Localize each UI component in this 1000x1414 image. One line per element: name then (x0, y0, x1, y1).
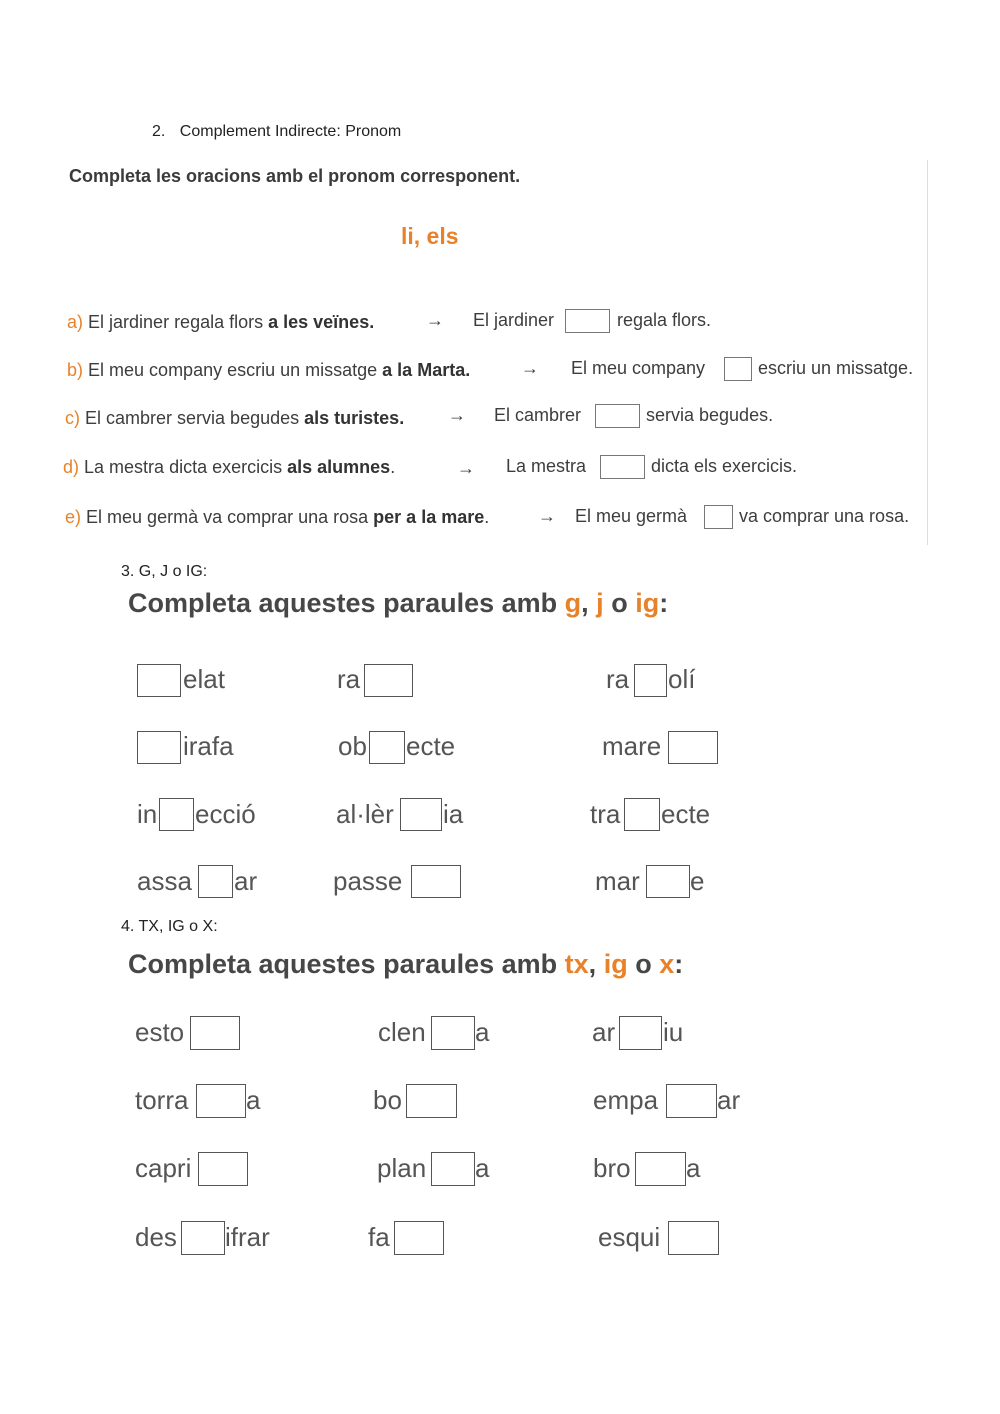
letter-input-field[interactable] (620, 1017, 661, 1049)
section2-heading-text: Complement Indirecte: Pronom (179, 123, 402, 140)
word-part: a (686, 1153, 701, 1183)
letter-input-field[interactable] (182, 1222, 224, 1254)
letter-input[interactable] (634, 664, 667, 697)
word-part: passe (333, 866, 403, 896)
sentence-text: El jardiner regala flors (88, 312, 264, 332)
answer-after: escriu un missatge. (758, 358, 914, 378)
pronoun-input-e[interactable] (704, 505, 733, 529)
sentence-letter: a) (67, 312, 84, 332)
letter-input[interactable] (198, 1152, 248, 1186)
letter-input-field[interactable] (647, 866, 689, 897)
letter-input-field[interactable] (401, 799, 441, 830)
title-suffix: : (659, 588, 669, 618)
word-part: capri (135, 1153, 192, 1183)
word-part: ar (717, 1085, 741, 1115)
word-part: a (246, 1085, 261, 1115)
word-part: plan (377, 1153, 427, 1183)
answer-before: El jardiner (473, 310, 555, 330)
word-part: a (475, 1017, 490, 1047)
word-part: e (690, 866, 705, 896)
word-part: olí (668, 664, 696, 694)
option-tx: tx (564, 949, 589, 979)
letter-input-field[interactable] (412, 866, 460, 897)
letter-input-field[interactable] (625, 799, 659, 830)
word-part: ifrar (225, 1222, 270, 1252)
option-j: j (596, 588, 604, 618)
sentence-bold: als turistes (304, 408, 400, 428)
word-part: elat (183, 664, 225, 694)
word-part: mare (602, 731, 662, 761)
word-part: ecte (661, 799, 711, 829)
section3-heading: 3. G, J o IG: (121, 563, 208, 580)
word-part: empa (593, 1085, 659, 1115)
section2-heading (152, 123, 401, 141)
arrow-icon: → (538, 506, 556, 526)
letter-input[interactable] (137, 731, 181, 764)
letter-input[interactable] (369, 731, 405, 764)
letter-input-field[interactable] (636, 1153, 685, 1185)
section2-heading-number: 2. (152, 123, 166, 140)
letter-input[interactable] (406, 1084, 457, 1118)
pronoun-input-field[interactable] (705, 506, 732, 528)
sentence-e (65, 507, 489, 528)
title-sep: o (627, 949, 660, 979)
letter-input[interactable] (646, 865, 690, 898)
pronoun-options: li, els (401, 223, 459, 249)
word-part: esqui (598, 1222, 661, 1252)
word-part: ra (337, 664, 361, 694)
word-part: ra (606, 664, 630, 694)
letter-input-field[interactable] (667, 1085, 716, 1117)
sentence-end: . (484, 507, 490, 527)
word-part: ecte (406, 731, 456, 761)
word-part: des (135, 1222, 177, 1252)
letter-input-field[interactable] (432, 1153, 474, 1185)
letter-input[interactable] (411, 865, 461, 898)
sentence-text: El meu company escriu un missatge (88, 360, 378, 380)
word-part: bo (373, 1085, 402, 1115)
section4-heading: 4. TX, IG o X: (121, 918, 218, 935)
sentence-end: . (369, 312, 375, 332)
word-part: ar (592, 1017, 616, 1047)
letter-input-field[interactable] (669, 732, 717, 763)
title-suffix: : (674, 949, 684, 979)
word-part: esto (135, 1017, 185, 1047)
letter-input-field[interactable] (395, 1222, 443, 1254)
title-sep: o (603, 588, 636, 618)
answer-after: servia begudes. (646, 405, 774, 425)
word-part: bro (593, 1153, 631, 1183)
sentence-bold: a la Marta (382, 360, 466, 380)
sentence-text: El cambrer servia begudes (85, 408, 300, 428)
letter-input[interactable] (668, 1221, 719, 1255)
letter-input-field[interactable] (199, 866, 232, 897)
pronoun-input-field[interactable] (725, 358, 751, 380)
pronoun-input-c[interactable] (595, 404, 640, 428)
letter-input[interactable] (635, 1152, 686, 1186)
letter-input-field[interactable] (635, 665, 666, 696)
option-g: g (564, 588, 582, 618)
word-part: ia (443, 799, 464, 829)
sentence-text: La mestra dicta exercicis (84, 457, 283, 477)
pronoun-input-field[interactable] (596, 405, 639, 427)
sentence-letter: d) (63, 457, 80, 477)
letter-input-field[interactable] (199, 1153, 247, 1185)
letter-input[interactable] (666, 1084, 717, 1118)
word-part: mar (595, 866, 640, 896)
answer-after: dicta els exercicis. (651, 456, 798, 476)
letter-input-field[interactable] (669, 1222, 718, 1254)
letter-input[interactable] (198, 865, 233, 898)
pronoun-input-a[interactable] (565, 309, 610, 333)
letter-input-field[interactable] (191, 1017, 239, 1049)
word-part: irafa (183, 731, 234, 761)
letter-input-field[interactable] (432, 1017, 474, 1049)
word-part: ar (234, 866, 258, 896)
sentence-letter: b) (67, 360, 84, 380)
letter-input-field[interactable] (138, 665, 180, 696)
title-text: Completa aquestes paraules amb (128, 949, 565, 979)
word-part: fa (368, 1222, 390, 1252)
option-ig: ig (635, 588, 660, 618)
letter-input[interactable] (619, 1016, 662, 1050)
letter-input-field[interactable] (365, 665, 412, 696)
word-part: iu (663, 1017, 684, 1047)
letter-input-field[interactable] (138, 732, 180, 763)
letter-input[interactable] (196, 1084, 246, 1118)
arrow-icon: → (426, 310, 444, 330)
option-ig: ig (603, 949, 628, 979)
pronoun-input-field[interactable] (601, 456, 644, 478)
answer-before: El meu company (571, 358, 706, 378)
letter-input[interactable] (624, 798, 660, 831)
letter-input-field[interactable] (160, 799, 193, 830)
letter-input[interactable] (190, 1016, 240, 1050)
sentence-bold: per a la mare (373, 507, 485, 527)
word-part: ecció (195, 799, 256, 829)
title-text: Completa aquestes paraules amb (128, 588, 565, 618)
sentence-bold: als alumnes (287, 457, 391, 477)
letter-input[interactable] (400, 798, 442, 831)
arrow-icon: → (521, 358, 539, 378)
word-part: tra (590, 799, 621, 829)
title-sep: , (581, 588, 597, 618)
arrow-icon: → (448, 405, 466, 425)
answer-after: va comprar una rosa. (739, 506, 910, 526)
answer-before: La mestra (506, 456, 587, 476)
letter-input[interactable] (431, 1016, 475, 1050)
option-x: x (659, 949, 675, 979)
word-part: ob (338, 731, 367, 761)
sentence-b (67, 360, 470, 381)
word-part: assa (137, 866, 192, 896)
letter-input[interactable] (159, 798, 194, 831)
word-part: a (475, 1153, 490, 1183)
sentence-letter: c) (65, 408, 80, 428)
letter-input-field[interactable] (407, 1085, 456, 1117)
word-part: clen (378, 1017, 426, 1047)
letter-input[interactable] (364, 664, 413, 697)
answer-after: regala flors. (617, 310, 712, 330)
answer-before: El cambrer (494, 405, 582, 425)
letter-input[interactable] (394, 1221, 444, 1255)
section3-title (128, 588, 668, 619)
sentence-letter: e) (65, 507, 82, 527)
sentence-c (65, 408, 404, 429)
pronoun-input-field[interactable] (566, 310, 609, 332)
sentence-bold: a les veïnes (268, 312, 370, 332)
sentence-end: . (399, 408, 405, 428)
section4-title (128, 949, 683, 980)
sentence-d (63, 457, 395, 478)
letter-input[interactable] (668, 731, 718, 764)
letter-input[interactable] (181, 1221, 225, 1255)
arrow-icon: → (457, 458, 475, 478)
word-part: al·lèr (336, 799, 394, 829)
letter-input-field[interactable] (370, 732, 404, 763)
sentence-a (67, 312, 374, 333)
letter-input[interactable] (431, 1152, 475, 1186)
answer-before: El meu germà (575, 506, 688, 526)
section2-divider (927, 160, 928, 545)
pronoun-input-d[interactable] (600, 455, 645, 479)
letter-input-field[interactable] (197, 1085, 245, 1117)
letter-input[interactable] (137, 664, 181, 697)
pronoun-input-b[interactable] (724, 357, 752, 381)
sentence-text: El meu germà va comprar una rosa (86, 507, 369, 527)
sentence-end: . (465, 360, 471, 380)
section2-instruction: Completa les oracions amb el pronom corresponent. (69, 166, 521, 186)
sentence-end: . (390, 457, 396, 477)
word-part: torra (135, 1085, 189, 1115)
word-part: in (137, 799, 158, 829)
title-sep: , (588, 949, 604, 979)
